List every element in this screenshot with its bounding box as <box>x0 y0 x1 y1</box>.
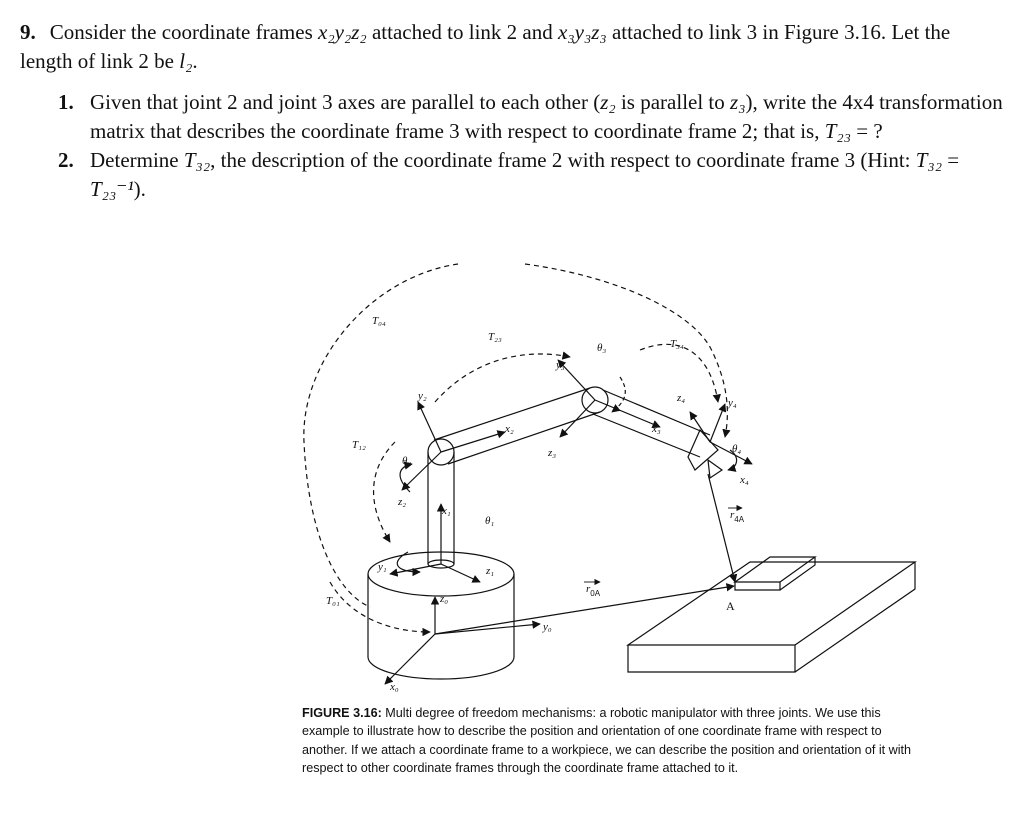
subquestion-text: Given that joint 2 and joint 3 axes are parallel to each other ( <box>90 90 601 114</box>
caption-text: Multi degree of freedom mechanisms: a robotic manipulator with three joints. We use this example to illustrate how to describe the position and orientation of one coordinate frame with respect to another. If we attach a coordinate frame to a workpiece, we can describe the position and orientation of it with respect to other coordinate frames through the coordinate frame attached to it. <box>302 706 912 776</box>
subquestion-1 <box>20 88 1005 146</box>
intro-text: . <box>192 49 198 73</box>
t04-dashed-arc-right <box>525 264 727 437</box>
label-z1: z₁ <box>486 565 495 577</box>
t12-dashed-arc <box>374 442 395 542</box>
label-t12: T₁₂ <box>352 439 366 451</box>
subquestion-number: 2. <box>58 148 74 172</box>
subquestion-number: 1. <box>58 90 74 114</box>
problem-intro <box>20 18 1005 76</box>
label-z3: z₃ <box>548 447 557 459</box>
caption-label: FIGURE 3.16: <box>302 706 382 720</box>
label-r0a <box>586 583 601 598</box>
r4a-vector <box>708 474 735 582</box>
intro-text: attached to link 3 in Figure 3.16. Let the length of link 2 be <box>20 20 951 73</box>
t32-math: T₃₂ <box>915 148 943 172</box>
label-x4: x₄ <box>740 474 749 486</box>
label-x2: x₂ <box>505 423 514 435</box>
subquestion-text: ). <box>133 177 146 201</box>
link3-bottom-edge <box>593 414 700 457</box>
label-z4: z₄ <box>677 392 686 404</box>
gripper-tip <box>708 460 722 478</box>
z2-math: z₂ <box>600 90 616 114</box>
problem-number: 9. <box>20 20 36 44</box>
label-t23: T₂₃ <box>488 331 502 343</box>
label-t34: T₃₄ <box>670 338 684 350</box>
z4-axis <box>690 412 710 442</box>
label-y2: y₂ <box>418 390 427 402</box>
z3-math: z₃ <box>730 90 746 114</box>
label-r0a-sub: 0A <box>590 589 601 598</box>
label-point-a: A <box>726 599 735 613</box>
frame2-math: x₂y₂z₂ <box>318 20 367 44</box>
robot-manipulator-figure <box>290 252 930 697</box>
intro-text: Consider the coordinate frames <box>49 20 318 44</box>
figure-caption <box>302 704 912 778</box>
z1-axis <box>441 564 480 582</box>
label-theta1: θ₁ <box>485 515 495 527</box>
label-theta3: θ₃ <box>597 342 607 354</box>
theta2-rotation <box>400 464 412 492</box>
base-cylinder-bottom <box>368 657 514 679</box>
label-r4a-main: r <box>730 509 735 521</box>
subquestion-2 <box>20 146 1005 204</box>
label-z0: z₀ <box>440 593 449 605</box>
label-y0: y₀ <box>543 621 552 633</box>
intro-text: attached to link 2 and <box>366 20 558 44</box>
label-y3: y₃ <box>556 359 565 371</box>
table-side <box>795 562 915 672</box>
label-theta2: θ₂ <box>402 455 412 467</box>
label-theta4: θ₄ <box>732 443 742 455</box>
label-x1: x₁ <box>442 505 451 517</box>
y4-axis <box>710 404 725 442</box>
l2-math: l₂ <box>179 49 193 73</box>
frame3-math: x₃y₃z₃ <box>558 20 607 44</box>
t32-math: T₃₂ <box>183 148 211 172</box>
link2-bottom-edge <box>448 412 600 464</box>
y2-axis <box>418 402 441 452</box>
x4-axis <box>710 442 752 464</box>
t23-math: T₂₃ <box>824 119 852 143</box>
table-front <box>628 645 795 672</box>
equals-sign: = <box>942 148 960 172</box>
subquestion-list <box>20 88 1005 204</box>
label-y1: y₁ <box>378 561 387 573</box>
label-t01: T₀₁ <box>326 595 340 607</box>
subquestion-text: ), write the 4x4 transformation matrix that describes the coordinate frame 3 with respect to coordinate frame 2; that is, <box>90 90 1003 143</box>
label-z2: z₂ <box>398 496 407 508</box>
label-t04: T₀₄ <box>372 315 386 327</box>
t01-dashed-arc <box>330 582 430 632</box>
table-top <box>628 562 915 645</box>
x3-axis <box>595 400 660 427</box>
label-r4a-sub: 4A <box>734 515 745 524</box>
subquestion-text: Determine <box>90 148 184 172</box>
workpiece-top <box>735 557 815 582</box>
subquestion-text: = ? <box>851 119 883 143</box>
subquestion-text: is parallel to <box>615 90 731 114</box>
t23-dashed-arc <box>435 354 570 402</box>
subquestion-text: , the description of the coordinate frame 2 with respect to coordinate frame 3 (Hint: <box>210 148 916 172</box>
z3-axis <box>560 400 595 437</box>
problem-statement <box>20 18 1005 204</box>
label-x3: x₃ <box>652 423 661 435</box>
label-x0: x₀ <box>390 681 399 693</box>
t23-inverse-math: T₂₃⁻¹ <box>90 177 134 201</box>
label-r0a-main: r <box>586 583 591 595</box>
label-r4a <box>730 509 745 524</box>
label-y4: y₄ <box>728 397 737 409</box>
